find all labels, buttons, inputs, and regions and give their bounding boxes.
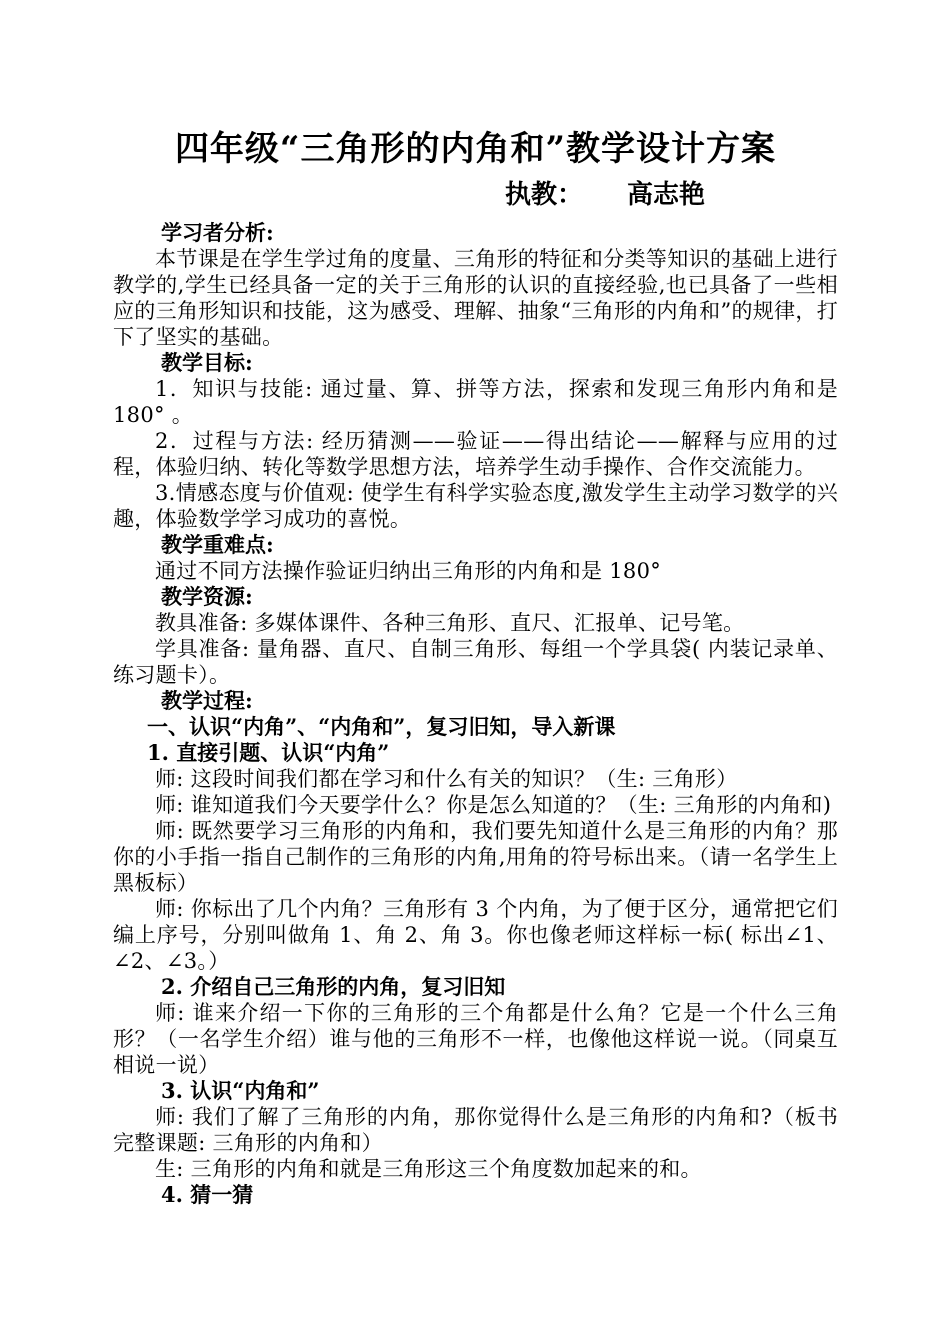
goal-3: 3.情感态度与价值观: 使学生有科学实验态度,激发学生主动学习数学的兴趣，体验数学学习成功的喜悦。 (113, 481, 838, 531)
key-paragraph: 通过不同方法操作验证归纳出三角形的内角和是 180° (155, 559, 662, 583)
learner-paragraph: 本节课是在学生学过角的度量、三角形的特征和分类等知识的基础上进行教学的,学生已经具备一定的关于三角形的认识的直接经验,也已具备了一些相应的三角形知识和技能，这为感受、理解、抽象“三角形的内角和”的规律，打下了坚实的基础。 (113, 247, 838, 349)
step1-paragraph-1: 师: 这段时间我们都在学习和什么有关的知识？（生: 三角形） (155, 767, 738, 791)
key-heading: 教学重难点: (161, 532, 274, 557)
learner-heading: 学习者分析: (161, 220, 274, 245)
step1-paragraph-2: 师: 谁知道我们今天要学什么？你是怎么知道的？（生: 三角形的内角和) (155, 793, 832, 817)
goals-heading: 教学目标: (161, 350, 253, 375)
document-title: 四年级“三角形的内角和”教学设计方案 (174, 129, 777, 169)
step2-paragraph-1: 师: 谁来介绍一下你的三角形的三个角都是什么角？它是一个什么三角形？（一名学生介绍）谁与他的三角形不一样，也像他这样说一说。（同桌互相说一说） (113, 1001, 838, 1077)
step4-heading: 4. 猜一猜 (161, 1182, 254, 1207)
goal-1: 1．知识与技能: 通过量、算、拼等方法，探索和发现三角形内角和是 180° 。 (113, 377, 838, 427)
step2-heading: 2. 介绍自己三角形的内角，复习旧知 (161, 974, 506, 999)
part1-heading: 一、认识“内角”、“内角和”，复习旧知，导入新课 (147, 714, 616, 739)
process-heading: 教学过程: (161, 688, 253, 713)
step3-paragraph-2: 生: 三角形的内角和就是三角形这三个角度数加起来的和。 (155, 1157, 702, 1181)
resource-teacher: 教具准备: 多媒体课件、各种三角形、直尺、汇报单、记号笔。 (155, 611, 745, 635)
step1-heading: 1. 直接引题、认识“内角” (147, 740, 390, 765)
author-name: 高志艳 (627, 180, 706, 210)
document-page (113, 124, 838, 1208)
step3-paragraph-1: 师: 我们了解了三角形的内角，那你觉得什么是三角形的内角和?（板书完整课题: 三角形的内角和） (113, 1105, 838, 1155)
goal-2: 2．过程与方法: 经历猜测——验证——得出结论——解释与应用的过程，体验归纳、转化等数学思想方法，培养学生动手操作、合作交流能力。 (113, 429, 838, 479)
resource-student: 学具准备: 量角器、直尺、自制三角形、每组一个学具袋( 内装记录单、练习题卡）。 (113, 637, 838, 687)
step1-paragraph-3: 师: 既然要学习三角形的内角和，我们要先知道什么是三角形的内角？那你的小手指一指自己制作的三角形的内角,用角的符号标出来。（请一名学生上黑板标） (113, 819, 838, 895)
step1-paragraph-4: 师: 你标出了几个内角？三角形有 3 个内角，为了便于区分，通常把它们编上序号，分别叫做角 1、角 2、角 3。你也像老师这样标一标( 标出∠1、 ∠2、∠3。） (113, 897, 838, 973)
step3-heading: 3. 认识“内角和” (161, 1078, 320, 1103)
author-line (113, 174, 838, 216)
resource-heading: 教学资源: (161, 584, 253, 609)
author-label: 执教： (505, 180, 584, 210)
